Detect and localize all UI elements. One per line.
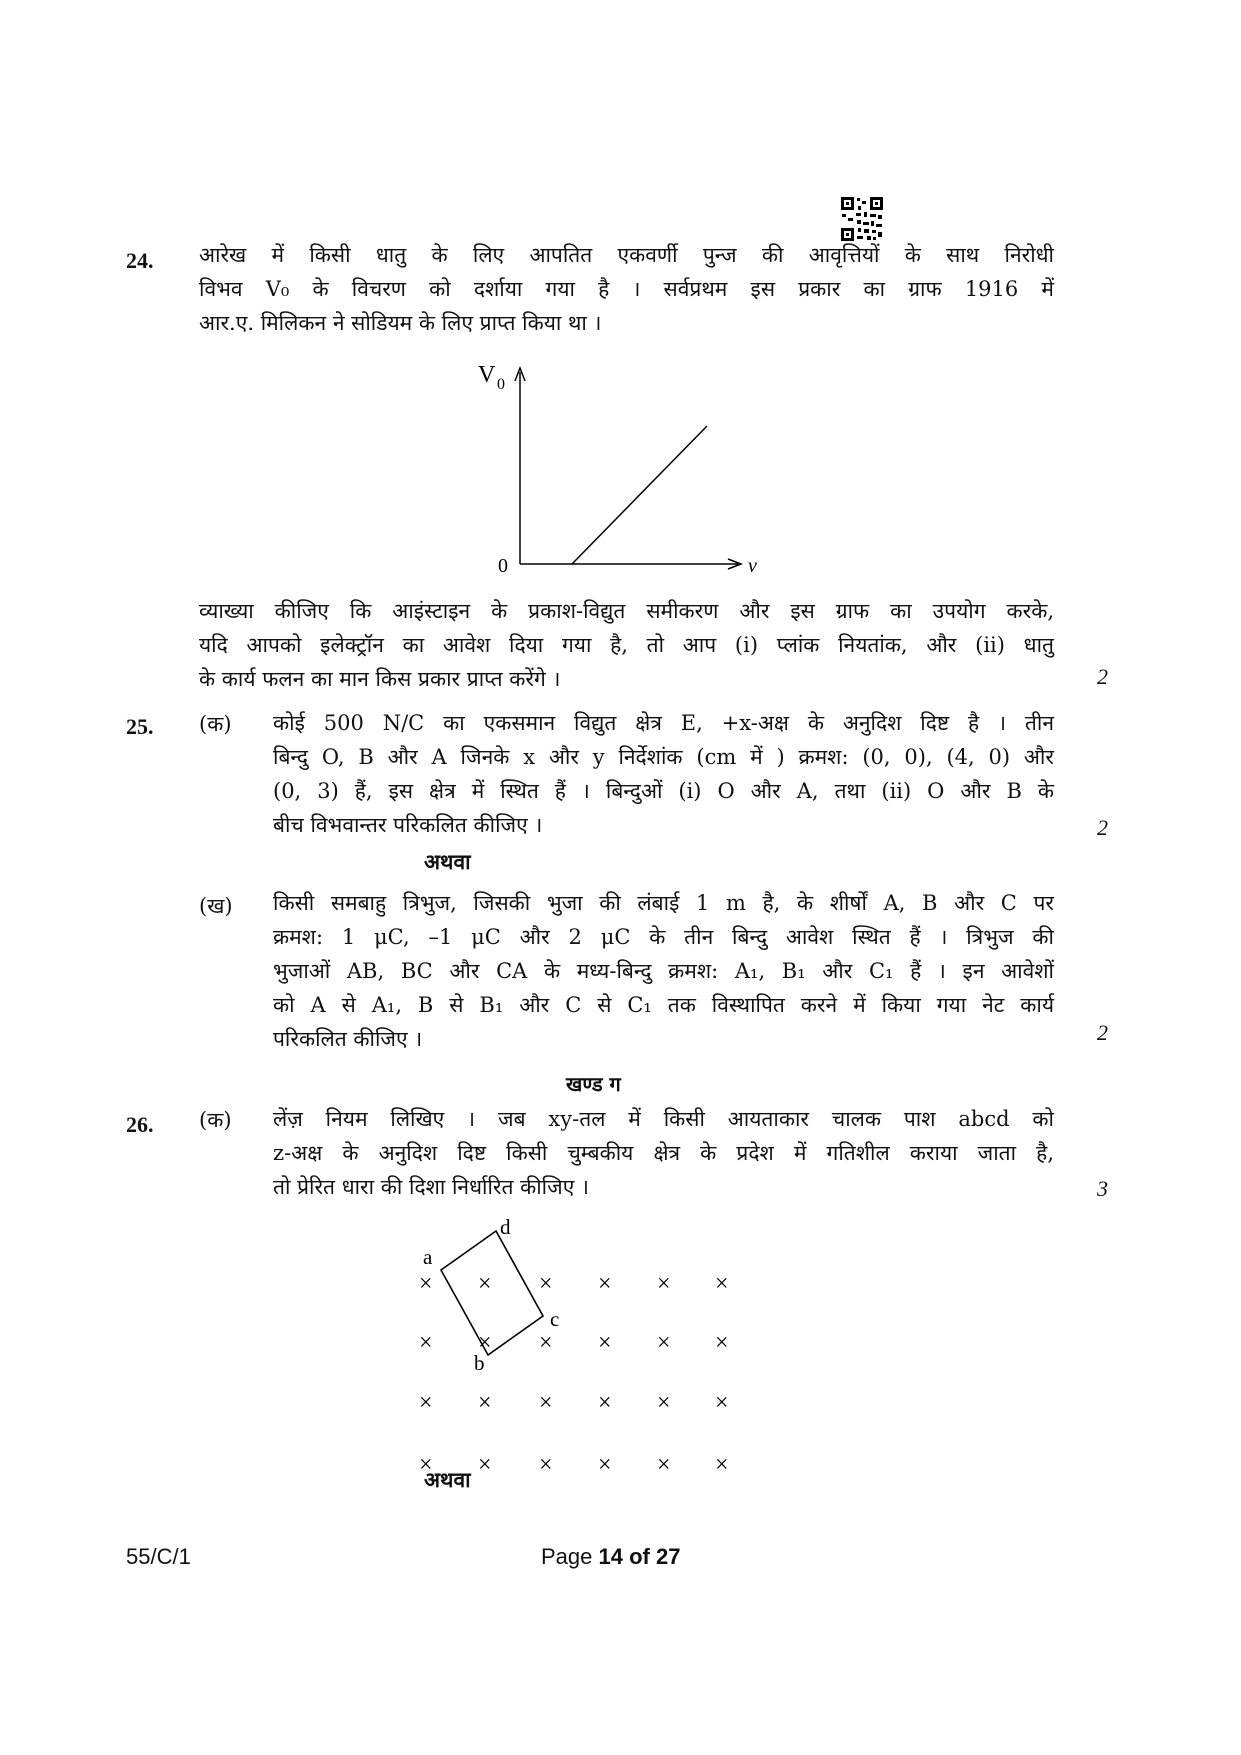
q25-part-b-line: किसी समबाहु त्रिभुज, जिसकी भुजा की लंबाई 1 m है, के शीर्षों A, B और C पर (273, 891, 1054, 915)
corner-label-d: d (500, 1215, 511, 1239)
q25-part-b-line: भुजाओं AB, BC और CA के मध्य-बिन्दु क्रमश: A₁, B₁ और C₁ हैं । इन आवेशों (273, 959, 1054, 983)
section-heading: खण्ड ग (566, 1072, 621, 1096)
q25-part-a-line: बीच विभवान्तर परिकलित कीजिए । (273, 813, 543, 837)
field-cross-mark: × (598, 1452, 612, 1474)
field-cross-mark: × (539, 1271, 553, 1297)
corner-label-a: a (423, 1245, 433, 1269)
q24-intro-line: आरेख में किसी धातु के लिए आपतित एकवर्णी पुन्ज की आवृत्तियों के साथ निरोधी (199, 243, 1054, 267)
q25-part-a-line: बिन्दु O, B और A जिनके x और y निर्देशांक (cm में ) क्रमश: (0, 0), (4, 0) और (273, 745, 1054, 769)
field-cross-mark: × (715, 1330, 729, 1356)
q24-question-line: व्याख्या कीजिए कि आइंस्टाइन के प्रकाश-विद्युत समीकरण और इस ग्राफ का उपयोग करके, (199, 599, 1054, 623)
field-cross-mark: × (478, 1452, 492, 1474)
q26-part-a-marks: 3 (1097, 1176, 1108, 1201)
q25-or: अथवा (424, 849, 471, 874)
corner-label-b: b (474, 1351, 485, 1375)
page-total: 27 (655, 1544, 681, 1569)
field-crosses (419, 1271, 729, 1474)
field-cross-mark: × (715, 1452, 729, 1474)
q24-intro-line: विभव V₀ के विचरण को दर्शाया गया है । सर्वप्रथम इस प्रकार का ग्राफ 1916 में (199, 277, 1054, 301)
y-axis-label: V (478, 362, 496, 388)
field-cross-mark: × (539, 1452, 553, 1474)
q24-marks: 2 (1097, 664, 1108, 689)
field-cross-mark: × (539, 1390, 553, 1416)
q26-or: अथवा (424, 1467, 471, 1492)
field-cross-mark: × (657, 1271, 671, 1297)
field-cross-mark: × (715, 1271, 729, 1297)
field-cross-mark: × (598, 1271, 612, 1297)
page-mid: of (622, 1544, 656, 1569)
field-cross-mark: × (657, 1452, 671, 1474)
origin-label: 0 (498, 555, 508, 577)
q26-number: 26. (126, 1112, 154, 1137)
conducting-loop-abcd (441, 1231, 543, 1355)
field-cross-mark: × (598, 1330, 612, 1356)
paper-code: 55/C/1 (126, 1544, 191, 1569)
q26-part-a-label: (क) (199, 1108, 232, 1132)
field-cross-mark: × (419, 1330, 433, 1356)
qr-code (840, 196, 884, 242)
q24-question-line: यदि आपको इलेक्ट्रॉन का आवेश दिया गया है, तो आप (i) प्लांक नियतांक, और (ii) धातु (199, 633, 1054, 657)
corner-label-c: c (550, 1307, 560, 1331)
field-cross-mark: × (598, 1390, 612, 1416)
q24-question (199, 594, 1054, 696)
page-current: 14 (598, 1544, 623, 1569)
page-number (541, 1544, 680, 1570)
field-cross-mark: × (657, 1330, 671, 1356)
field-cross-mark: × (539, 1330, 553, 1356)
q25-part-a-line: कोई 500 N/C का एकसमान विद्युत क्षेत्र E, +x-अक्ष के अनुदिश दिष्ट है । तीन (273, 711, 1054, 735)
q26-part-a-line: तो प्रेरित धारा की दिशा निर्धारित कीजिए । (273, 1175, 589, 1199)
q24-number: 24. (126, 248, 154, 273)
q25-part-a-line: (0, 3) हैं, इस क्षेत्र में स्थित हैं । बिन्दुओं (i) O और A, तथा (ii) O और B के (273, 779, 1054, 803)
field-cross-mark: × (657, 1390, 671, 1416)
q25-part-b-marks: 2 (1097, 1020, 1108, 1045)
field-cross-mark: × (419, 1390, 433, 1416)
field-cross-mark: × (715, 1390, 729, 1416)
field-cross-mark: × (419, 1271, 433, 1297)
page-prefix: Page (541, 1544, 599, 1569)
q25-part-a-label: (क) (199, 712, 232, 736)
field-cross-mark: × (478, 1330, 492, 1356)
q26-part-a-text (273, 1102, 1054, 1204)
q25-part-b-line: को A से A₁, B से B₁ और C से C₁ तक विस्थापित करने में किया गया नेट कार्य (273, 993, 1054, 1017)
q25-part-a-marks: 2 (1097, 815, 1108, 840)
q24-question-line: के कार्य फलन का मान किस प्रकार प्राप्त करेंगे । (199, 667, 561, 691)
q24-intro (199, 238, 1054, 340)
q25-part-b-label: (ख) (199, 894, 233, 918)
q25-part-b-line: क्रमश: 1 μC, –1 μC और 2 μC के तीन बिन्दु आवेश स्थित हैं । त्रिभुज की (273, 925, 1054, 949)
q26-part-a-line: z-अक्ष के अनुदिश दिष्ट किसी चुम्बकीय क्षेत्र के प्रदेश में गतिशील कराया जाता है, (273, 1141, 1054, 1165)
y-axis-label-sub: 0 (497, 376, 505, 393)
q25-number: 25. (126, 714, 154, 739)
x-axis-label: ν (748, 555, 757, 577)
q25-part-b-text (273, 886, 1054, 1056)
stopping-potential-graph (470, 352, 770, 582)
field-cross-mark: × (478, 1390, 492, 1416)
q26-part-a-line: लेंज़ नियम लिखिए । जब xy-तल में किसी आयताकार चालक पाश abcd को (273, 1107, 1054, 1131)
magnetic-field-loop-figure (410, 1212, 790, 1474)
field-cross-mark: × (478, 1271, 492, 1297)
q24-intro-line: आर.ए. मिलिकन ने सोडियम के लिए प्राप्त किया था । (199, 311, 602, 335)
field-cross-mark: × (419, 1452, 433, 1474)
q25-part-b-line: परिकलित कीजिए । (273, 1027, 423, 1051)
q25-part-a-text (273, 706, 1054, 842)
graph-line (572, 426, 707, 564)
